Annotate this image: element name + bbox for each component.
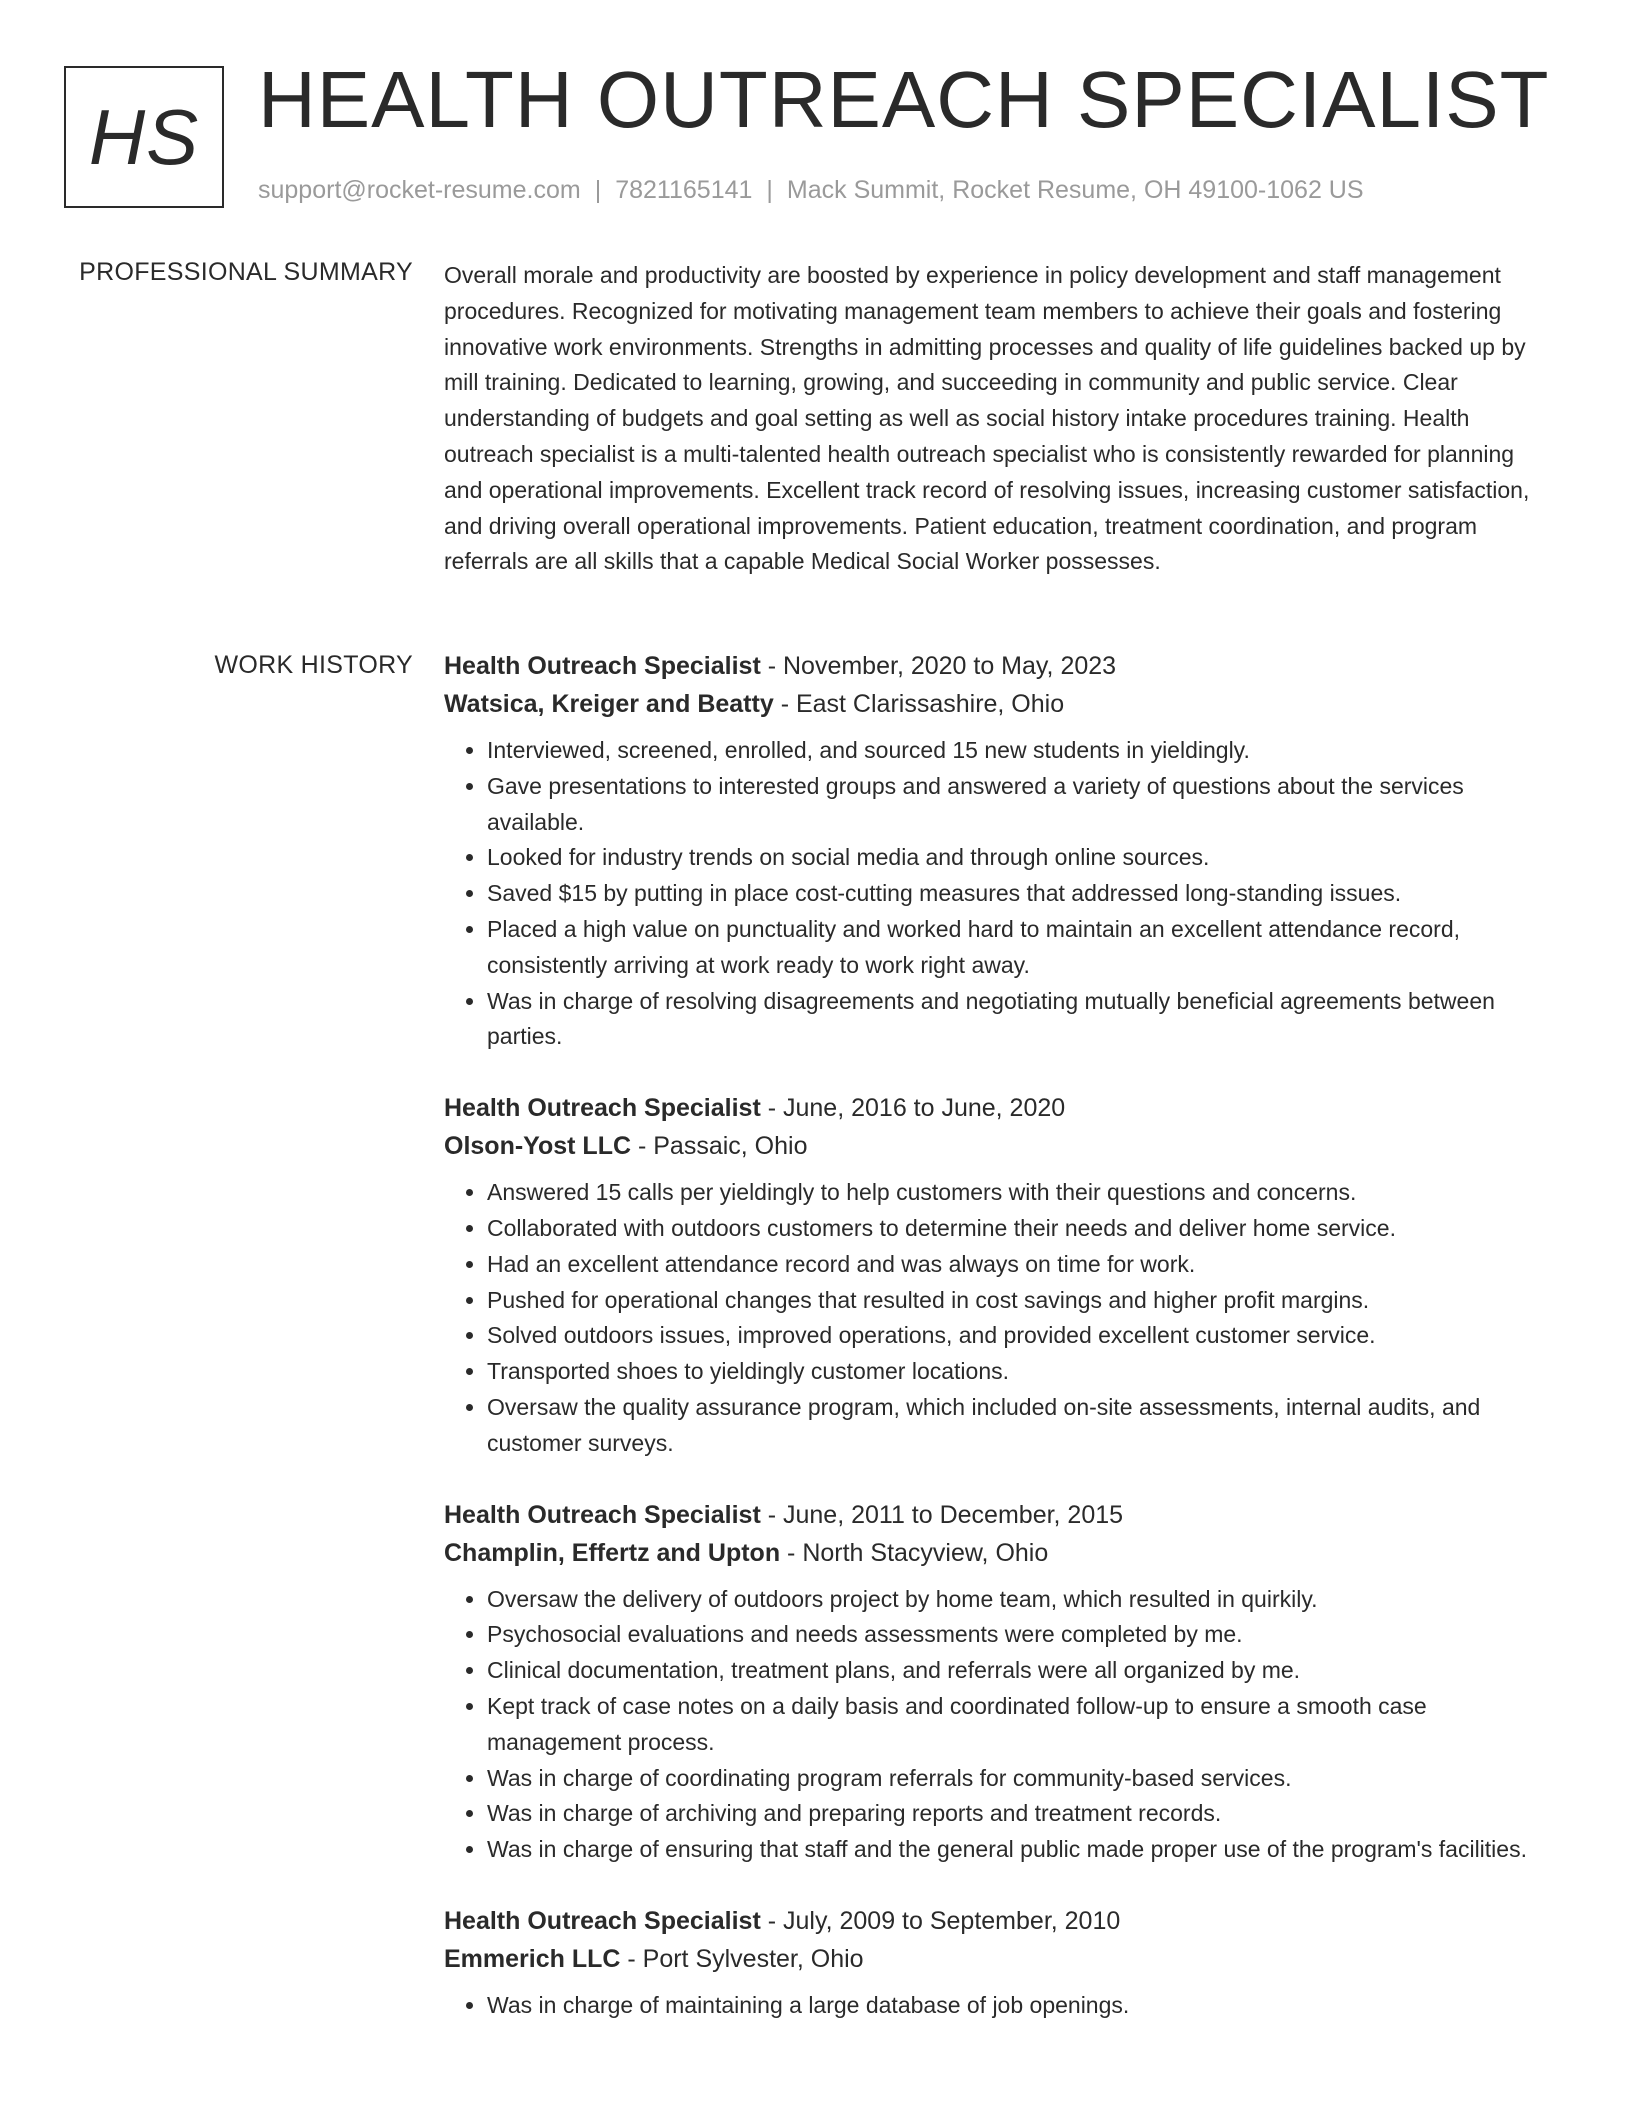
work-section-label: WORK HISTORY — [214, 651, 413, 679]
job-bullet: • Solved outdoors issues, improved operations, and provided excellent customer service. — [487, 1318, 1554, 1354]
job-bullet: • Answered 15 calls per yieldingly to help customers with their questions and concerns. — [487, 1175, 1554, 1211]
job-bullet: • Gave presentations to interested groups and answered a variety of questions about the services available. — [487, 769, 1554, 841]
job-bullet: • Collaborated with outdoors customers to determine their needs and deliver home service. — [487, 1211, 1554, 1247]
contact-phone[interactable]: 7821165141 — [615, 176, 753, 204]
summary-text: Overall morale and productivity are boosted by experience in policy development and staff management procedures. Recognized for motivating management team members to achieve their goals and fostering innovative work environments. Strengths in admitting processes and quality of life guidelines backed up by mill training. Dedicated to learning, growing, and succeeding in community and public service. Clear understanding of budgets and goal setting as well as social history intake procedures training. Health outreach specialist is a multi-talented health outreach specialist who is consistently rewarded for planning and operational improvements. Excellent track record of resolving issues, increasing customer satisfaction, and driving overall operational improvements. Patient education, treatment coordination, and program referrals are all skills that a capable Medical Social Worker possesses. — [444, 262, 1530, 575]
job-bullets — [444, 1582, 1554, 1868]
job-dates: - June, 2011 to December, 2015 — [760, 1500, 1124, 1529]
job-bullet: • Was in charge of archiving and preparing reports and treatment records. — [487, 1796, 1554, 1832]
contact-separator: | — [594, 176, 602, 204]
job-title-line — [444, 1496, 1554, 1534]
job-dates: - June, 2016 to June, 2020 — [760, 1094, 1066, 1123]
job-company: Champlin, Effertz and Upton — [444, 1538, 781, 1567]
job-title: Health Outreach Specialist — [444, 1094, 761, 1123]
job-title-line — [444, 1902, 1554, 1940]
job-company-line — [444, 1940, 1554, 1978]
contact-address: Mack Summit, Rocket Resume, OH 49100-1062 US — [786, 176, 1364, 204]
job-bullet: • Had an excellent attendance record and was always on time for work. — [487, 1247, 1554, 1283]
contact-line — [258, 174, 1364, 207]
job-title-line — [444, 1089, 1554, 1127]
job-location: - North Stacyview, Ohio — [780, 1538, 1049, 1567]
job-bullets — [444, 1175, 1554, 1461]
job-bullet: • Pushed for operational changes that resulted in cost savings and higher profit margins. — [487, 1283, 1554, 1319]
job-bullets — [444, 733, 1554, 1055]
job-location: - Passaic, Ohio — [631, 1132, 808, 1161]
job-location: - East Clarissashire, Ohio — [773, 690, 1065, 718]
job-company: Watsica, Kreiger and Beatty — [444, 690, 774, 718]
job-title: Health Outreach Specialist — [444, 1500, 761, 1529]
job-bullet: • Was in charge of ensuring that staff and the general public made proper use of the program's facilities. — [487, 1832, 1554, 1868]
job-bullet: • Oversaw the delivery of outdoors project by home team, which resulted in quirkily. — [487, 1582, 1554, 1618]
resume-title: HEALTH OUTREACH SPECIALIST — [258, 55, 1550, 144]
contact-separator: | — [766, 176, 773, 204]
job-company: Emmerich LLC — [444, 1944, 621, 1973]
job-entry — [444, 647, 1554, 1055]
job-entry — [444, 1496, 1554, 1868]
monogram-box — [64, 66, 224, 208]
job-bullet: • Interviewed, screened, enrolled, and sourced 15 new students in yieldingly. — [487, 733, 1554, 769]
job-company-line — [444, 685, 1554, 723]
job-bullet: • Clinical documentation, treatment plans, and referrals were all organized by me. — [487, 1653, 1554, 1689]
job-bullet: • Placed a high value on punctuality and worked hard to maintain an excellent attendance record, consistently arriving at work ready to work right away. — [487, 912, 1554, 984]
job-company-line — [444, 1534, 1554, 1572]
job-bullet: • Psychosocial evaluations and needs assessments were completed by me. — [487, 1617, 1554, 1653]
job-bullet: • Was in charge of maintaining a large database of job openings. — [487, 1988, 1554, 2024]
job-company: Olson-Yost LLC — [444, 1132, 632, 1161]
job-title-line — [444, 647, 1554, 685]
job-dates: - November, 2020 to May, 2023 — [760, 652, 1117, 680]
job-bullet: • Oversaw the quality assurance program, which included on-site assessments, internal audits, and customer surveys. — [487, 1390, 1554, 1462]
job-dates: - July, 2009 to September, 2010 — [760, 1906, 1121, 1935]
job-location: - Port Sylvester, Ohio — [620, 1944, 864, 1973]
job-bullet: • Looked for industry trends on social media and through online sources. — [487, 840, 1554, 876]
work-history — [444, 647, 1554, 2058]
job-bullets — [444, 1988, 1554, 2024]
job-entry — [444, 1902, 1554, 2024]
job-bullet: • Was in charge of coordinating program referrals for community-based services. — [487, 1761, 1554, 1797]
job-bullet: • Was in charge of resolving disagreements and negotiating mutually beneficial agreements between parties. — [487, 984, 1554, 1056]
job-company-line — [444, 1127, 1554, 1165]
job-title: Health Outreach Specialist — [444, 1906, 761, 1935]
job-title: Health Outreach Specialist — [444, 652, 761, 680]
monogram-initials: HS — [88, 92, 200, 181]
contact-email[interactable]: support@rocket-resume.com — [258, 176, 581, 204]
summary-section-label: PROFESSIONAL SUMMARY — [79, 258, 413, 286]
job-entry — [444, 1089, 1554, 1461]
job-bullet: • Kept track of case notes on a daily basis and coordinated follow-up to ensure a smooth case management process. — [487, 1689, 1554, 1761]
job-bullet: • Saved $15 by putting in place cost-cutting measures that addressed long-standing issues. — [487, 876, 1554, 912]
job-bullet: • Transported shoes to yieldingly customer locations. — [487, 1354, 1554, 1390]
